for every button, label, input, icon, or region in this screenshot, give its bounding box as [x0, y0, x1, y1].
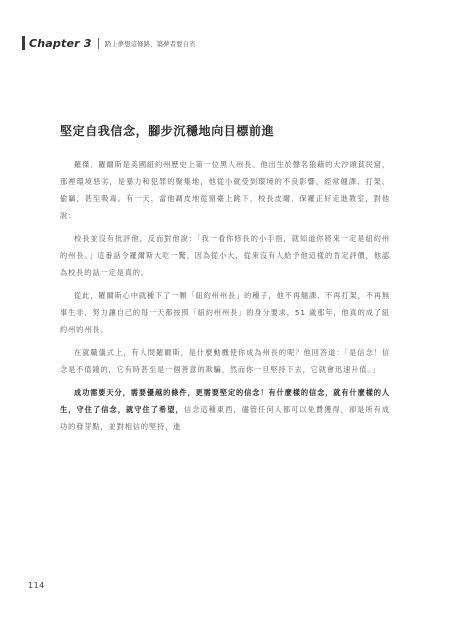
- paragraph: 從此，羅爾斯心中就種下了一顆「紐約州州長」的種子，他不再翹課、不再打架，不再無事生非，努力讓自己的每一天都按照「紐約州州長」的身分要求，51 歲那年，他真的成了紐約州的州長。: [60, 291, 390, 334]
- chapter-label: Chapter 3: [29, 36, 92, 50]
- continuation-text: 信念這種東西，儘管任何人都可以免費獲得，卻是所有成功的發芽點，並對相信的堅持，進: [60, 405, 390, 431]
- body-text: [60, 156, 390, 441]
- header-accent-bar: [22, 36, 25, 50]
- header-divider: [98, 38, 99, 49]
- running-header: [22, 36, 196, 50]
- section-title: 堅定自我信念，腳步沉穩地向目標前進: [60, 124, 275, 138]
- paragraph: 在就職儀式上，有人問羅爾斯，是什麼動機使你成為州長的呢？他回答道：「是信念！信念是不值錢的，它有時甚至是一個善意的欺騙，然而你一旦堅持下去，它就會迅速升值。」: [60, 348, 390, 374]
- emphasis-text: 成功需要天分，需要優越的條件，更需要堅定的信念！有什麼樣的信念，就有什麼樣的人生，守住了信念，就守住了希望，: [60, 388, 390, 414]
- paragraph: 羅傑．羅爾斯是美國紐約州歷史上第一位黑人州長。他出生於聲名狼藉的大沙頭貧民窟，那裡環境惡劣，是暴力和犯罪的聚集地，他從小就受到環境的不良影響，經常翹課、打架、偷竊，甚至吸毒。有一天，當他調皮地從窗臺上跳下，校長皮爾．保羅正好走進教室，對他說：: [60, 160, 390, 220]
- page-number: 114: [28, 581, 45, 590]
- emphasis-paragraph: [60, 384, 390, 435]
- paragraph: 校長並沒有批評他，反而對他說：「我一看你修長的小手指，就知道你將來一定是紐約州的州長。」這番話令羅爾斯大吃一驚，因為從小大，從來沒有人給予他這樣的肯定評價，他認為校長的話一定是真的。: [60, 234, 390, 277]
- chapter-subtitle: 踏上夢想這條路，築夢者要自省: [104, 39, 196, 48]
